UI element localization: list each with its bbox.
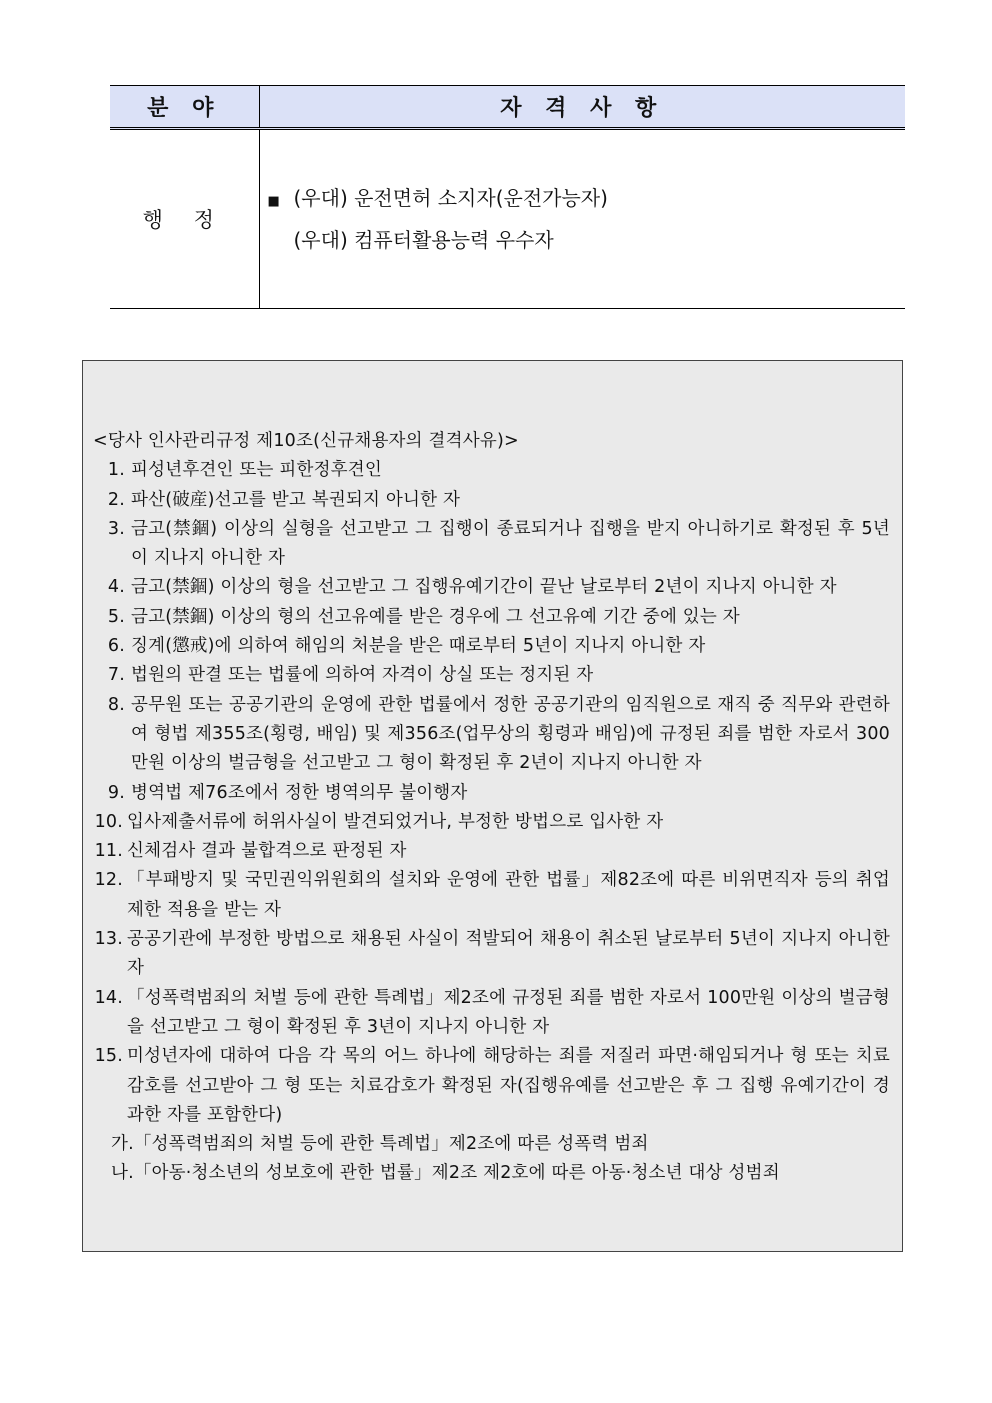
item-text: 피성년후견인 또는 피한정후견인 <box>131 460 382 481</box>
qualification-text: (우대) 운전면허 소지자(운전가능자) <box>293 185 608 210</box>
list-item <box>93 573 890 602</box>
notice-title: <당사 인사관리규정 제10조(신규채용자의 결격사유)> <box>93 431 519 451</box>
item-text: 금고(禁錮) 이상의 형의 선고유예를 받은 경우에 그 선고유예 기간 중에 있는 자 <box>131 606 740 627</box>
item-text: 「부패방지 및 국민권익위원회의 설치와 운영에 관한 법률」제82조에 따른 비위면직자 등의 취업제한 적용을 받는 자 <box>127 870 890 920</box>
item-number: 13. <box>94 929 123 950</box>
list-item <box>93 1042 890 1130</box>
disqualification-notice-box <box>82 360 903 1252</box>
sub-item-list <box>93 1130 890 1189</box>
qualification-cell <box>259 129 905 309</box>
list-item <box>93 632 890 661</box>
item-number: 14. <box>94 987 123 1008</box>
list-item <box>93 925 890 984</box>
list-item <box>93 984 890 1043</box>
notice-content <box>93 427 890 1189</box>
qualification-line <box>268 179 906 221</box>
item-text: 병역법 제76조에서 정한 병역의무 불이행자 <box>131 782 468 803</box>
item-text: 금고(禁錮) 이상의 형을 선고받고 그 집행유예기간이 끝난 날로부터 2년이 지나지 아니한 자 <box>131 577 837 598</box>
item-text: 금고(禁錮) 이상의 실형을 선고받고 그 집행이 종료되거나 집행을 받지 아니하기로 확정된 후 5년이 지나지 아니한 자 <box>131 518 890 569</box>
item-text: 입사제출서류에 허위사실이 발견되었거나, 부정한 방법으로 입사한 자 <box>127 811 664 832</box>
item-text: 법원의 판결 또는 법률에 의하여 자격이 상실 또는 정지된 자 <box>131 665 594 686</box>
qualification-table <box>110 85 905 309</box>
qualification-line <box>268 221 906 260</box>
list-item <box>93 603 890 632</box>
sub-item: 나.「아동·청소년의 성보호에 관한 법률」제2조 제2호에 따른 아동·청소년 대상 성범죄 <box>111 1163 780 1184</box>
item-text: 「성폭력범죄의 처벌 등에 관한 특례법」제2조에 규정된 죄를 범한 자로서 100만원 이상의 벌금형을 선고받고 그 형이 확정된 후 3년이 지나지 아니한 자 <box>127 987 890 1037</box>
list-item <box>93 779 890 808</box>
item-text: 파산(破産)선고를 받고 복권되지 아니한 자 <box>131 489 461 510</box>
list-item <box>93 661 890 690</box>
list-item <box>93 456 890 485</box>
item-number: 11. <box>94 841 123 862</box>
item-number: 6. <box>107 636 125 657</box>
item-number: 9. <box>107 782 125 803</box>
field-cell: 행 정 <box>110 129 259 309</box>
item-number: 10. <box>94 811 123 832</box>
list-item <box>93 486 890 515</box>
item-number: 1. <box>107 460 125 481</box>
item-text: 신체검사 결과 불합격으로 판정된 자 <box>127 841 407 862</box>
header-field: 분 야 <box>110 86 259 129</box>
item-number: 2. <box>107 489 125 510</box>
item-text: 공공기관에 부정한 방법으로 채용된 사실이 적발되어 채용이 취소된 날로부터 5년이 지나지 아니한 자 <box>127 929 890 979</box>
table-header-row <box>110 86 905 129</box>
list-item <box>93 808 890 837</box>
item-number: 12. <box>94 870 123 891</box>
item-text: 공무원 또는 공공기관의 운영에 관한 법률에서 정한 공공기관의 임직원으로 재직 중 직무와 관련하여 형법 제355조(횡령, 배임) 및 제356조(업무상의 횡령과 배임)에 규정된 죄를 범한 자로서 300만원 이상의 벌금형을 선고받고 그 형이 확정된 후 2년이 지나지 아니한 자 <box>131 694 890 774</box>
item-number: 15. <box>94 1046 123 1067</box>
qualification-text: (우대) 컴퓨터활용능력 우수자 <box>293 227 554 252</box>
item-number: 4. <box>107 577 125 598</box>
item-number: 8. <box>107 694 125 715</box>
item-text: 징계(懲戒)에 의하여 해임의 처분을 받은 때로부터 5년이 지나지 아니한 자 <box>131 636 706 657</box>
item-number: 5. <box>107 606 125 627</box>
sub-item: 가.「성폭력범죄의 처벌 등에 관한 특례법」제2조에 따른 성폭력 범죄 <box>111 1134 649 1155</box>
item-text: 미성년자에 대하여 다음 각 목의 어느 하나에 해당하는 죄를 저질러 파면·해임되거나 형 또는 치료감호를 선고받아 그 형 또는 치료감호가 확정된 자(집행유예를 선고받은 후 그 집행 유예기간이 경과한 자를 포함한다) <box>127 1046 890 1125</box>
list-item <box>93 866 890 925</box>
square-bullet-icon: ■ <box>267 193 280 209</box>
item-number: 7. <box>107 665 125 686</box>
item-number: 3. <box>107 518 125 539</box>
list-item <box>93 837 890 866</box>
table-row <box>110 129 905 309</box>
list-item <box>93 691 890 779</box>
header-qualification: 자 격 사 항 <box>259 86 905 129</box>
disqualification-list <box>93 456 890 1130</box>
list-item <box>93 515 890 574</box>
